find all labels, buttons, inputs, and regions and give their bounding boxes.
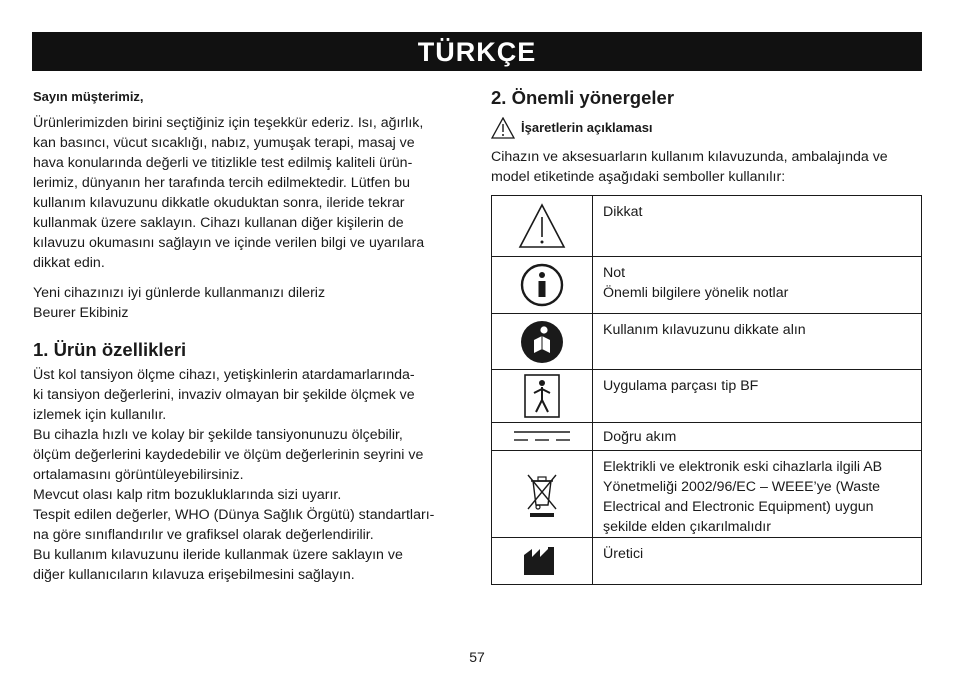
symbol-description xyxy=(593,314,922,370)
warning-triangle-icon xyxy=(518,202,566,250)
symbol-cell xyxy=(492,196,593,257)
symbol-label: Kullanım kılavuzunu dikkate alın xyxy=(603,322,806,338)
manufacturer-icon xyxy=(522,545,562,577)
table-row xyxy=(492,314,922,370)
warning-triangle-icon xyxy=(491,117,515,139)
info-icon xyxy=(520,263,564,307)
table-row xyxy=(492,451,922,538)
section-1-title: 1. Ürün özellikleri xyxy=(33,339,187,360)
greeting: Sayın müşterimiz, xyxy=(33,89,144,104)
section-2-title: 2. Önemli yönergeler xyxy=(491,87,675,108)
symbol-label: Dikkat xyxy=(603,204,643,220)
symbol-label: Uygulama parçası tip BF xyxy=(603,378,759,394)
read-manual-icon xyxy=(520,320,564,364)
bf-applied-part-icon xyxy=(524,374,560,418)
table-row xyxy=(492,257,922,314)
symbol-description xyxy=(593,451,922,538)
left-column xyxy=(33,88,465,585)
symbol-label: Üretici xyxy=(603,546,644,562)
table-row xyxy=(492,423,922,451)
intro-paragraph: Ürünlerimizden birini seçtiğiniz için teşekkür ederiz. Isı, ağırlık, kan basıncı, vücut sıcaklığı, nabız, yumuşak terapi, masaj ve hava konularında değerli ve titizlikle test edilmiş kaliteli ürün- lerimiz, dünyanın her tarafında tercih edilmektedir. Lütfen bu kullanım kılavuzunu dikkatle okuduktan sonra, ileride tekrar kullanmak üzere saklayın. Cihazı kullanan diğer kişilerin de kılavuzu okumasını sağlayın ve içinde verilen bilgi ve uyarılara dikkat edin. xyxy=(33,115,425,271)
symbol-sublabel: Önemli bilgilere yönelik notlar xyxy=(603,285,789,301)
symbols-table xyxy=(491,195,922,585)
symbol-label: Doğru akım xyxy=(603,429,677,445)
symbol-cell xyxy=(492,423,593,451)
symbols-intro: Cihazın ve aksesuarların kullanım kılavuzunda, ambalajında ve model etiketinde aşağıdaki semboller kullanılır: xyxy=(491,149,888,185)
language-banner xyxy=(32,32,922,71)
symbol-cell xyxy=(492,257,593,314)
symbol-cell xyxy=(492,538,593,585)
weee-bin-icon xyxy=(524,469,560,519)
symbol-cell xyxy=(492,451,593,538)
symbol-description xyxy=(593,423,922,451)
symbol-label: Elektrikli ve elektronik eski cihazlarla ilgili AB Yönetmeliği 2002/96/EC – WEEE’ye (Waste Electrical and Electronic Equipment) uygun şekilde elden çıkarılmalıdır xyxy=(603,459,883,535)
symbols-heading: İşaretlerin açıklaması xyxy=(521,120,653,135)
language-title: TÜRKÇE xyxy=(417,37,537,67)
symbol-description xyxy=(593,370,922,423)
table-row xyxy=(492,538,922,585)
symbol-description xyxy=(593,196,922,257)
symbol-description xyxy=(593,257,922,314)
right-column xyxy=(491,86,922,187)
closing-paragraph: Yeni cihazınızı iyi günlerde kullanmanızı dileriz Beurer Ekibiniz xyxy=(33,285,326,321)
direct-current-icon xyxy=(512,428,572,444)
page-number: 57 xyxy=(469,649,485,665)
symbols-heading-row xyxy=(491,117,922,143)
table-row xyxy=(492,370,922,423)
symbol-cell xyxy=(492,370,593,423)
table-row xyxy=(492,196,922,257)
symbol-description xyxy=(593,538,922,585)
section-1-body: Üst kol tansiyon ölçme cihazı, yetişkinlerin atardamarlarında- ki tansiyon değerlerini, invaziv olmayan bir şekilde ölçmek ve izlemek için kullanılır. Bu cihazla hızlı ve kolay bir şekilde tansiyonunuzu ölçebilir, ölçüm değerlerini kaydedebilir ve ölçüm değerlerinin seyrini ve ortalamasını görüntüleyebilirsiniz. Mevcut olası kalp ritm bozukluklarında sizi uyarır. Tespit edilen değerler, WHO (Dünya Sağlık Örgütü) standartları- na göre sınıflandırılır ve grafiksel olarak değerlendirilir. Bu kullanım kılavuzunu ileride kullanmak üzere saklayın ve diğer kullanıcıların kılavuza erişebilmesini sağlayın. xyxy=(33,367,435,583)
symbol-cell xyxy=(492,314,593,370)
symbol-label: Not xyxy=(603,265,626,281)
